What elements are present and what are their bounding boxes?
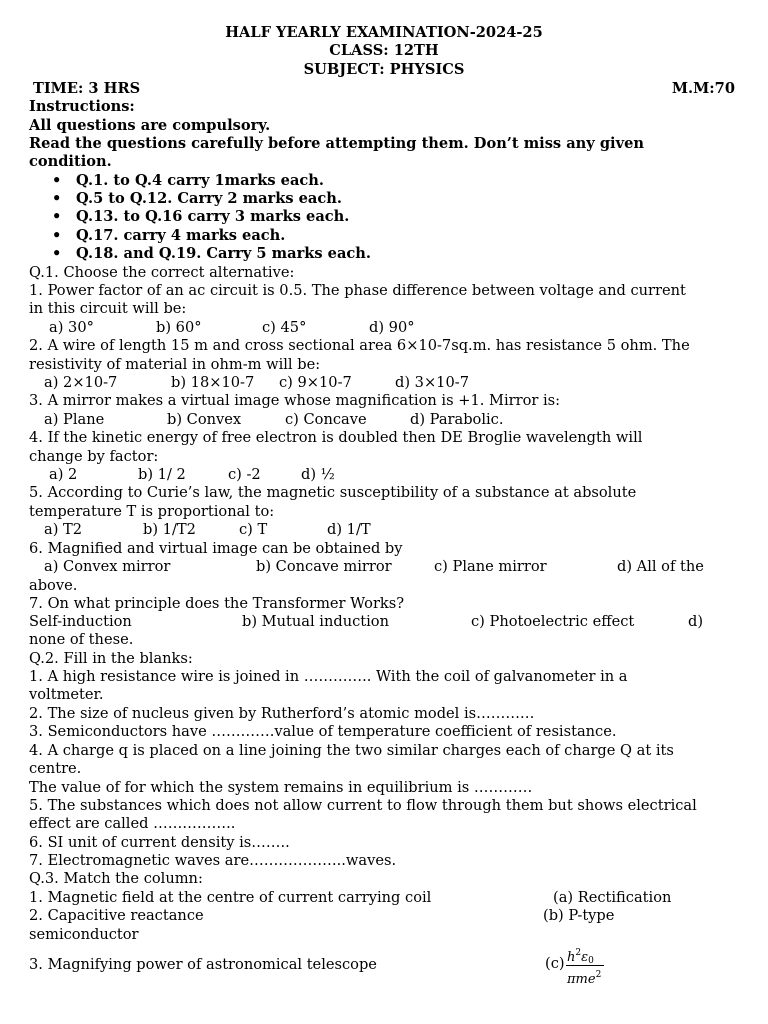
exam-time: TIME: 3 HRS: [33, 80, 141, 97]
option: d) 3×10-7: [395, 374, 469, 391]
question-text: temperature T is proportional to:: [29, 503, 275, 520]
question-text: in this circuit will be:: [29, 300, 187, 317]
instruction-bullet: Q.18. and Q.19. Carry 5 marks each.: [76, 245, 371, 262]
option: b) Concave mirror: [256, 558, 392, 575]
question-text: effect are called ……………..: [29, 815, 236, 832]
match-right-item: (b) P-type: [543, 907, 615, 924]
question-text: 4. If the kinetic energy of free electron is doubled then DE Broglie wavelength will: [29, 429, 643, 446]
option: d) 90°: [369, 319, 415, 336]
match-right-label: (c): [545, 955, 565, 972]
question-text: voltmeter.: [29, 686, 104, 703]
instructions-heading: Instructions:: [29, 98, 135, 115]
option: a) 2×10-7: [44, 374, 118, 391]
question-text: 7. Electromagnetic waves are………………..waves.: [29, 852, 397, 869]
option: c) T: [239, 521, 268, 538]
q1-heading: Q.1. Choose the correct alternative:: [29, 264, 295, 281]
option: b) 60°: [156, 319, 202, 336]
question-text: 4. A charge q is placed on a line joining the two similar charges each of charge Q at its: [29, 742, 674, 759]
option: c) 45°: [262, 319, 307, 336]
bullet-dot: •: [52, 227, 62, 244]
question-text: 3. Semiconductors have ………….value of temperature coefficient of resistance.: [29, 723, 617, 740]
option: c) -2: [228, 466, 261, 483]
q2-heading: Q.2. Fill in the blanks:: [29, 650, 193, 667]
question-text: 5. According to Curie’s law, the magnetic susceptibility of a substance at absolute: [29, 484, 637, 501]
instruction-bullet: Q.5 to Q.12. Carry 2 marks each.: [76, 190, 342, 207]
match-continuation: semiconductor: [29, 926, 139, 943]
bullet-dot: •: [52, 172, 62, 189]
question-text: 6. Magnified and virtual image can be obtained by: [29, 540, 403, 557]
question-text: The value of for which the system remains in equilibrium is …………: [29, 779, 533, 796]
instruction-line: All questions are compulsory.: [29, 117, 271, 134]
question-text: 3. A mirror makes a virtual image whose magnification is +1. Mirror is:: [29, 392, 561, 409]
question-text: 5. The substances which does not allow current to flow through them but shows electrical: [29, 797, 697, 814]
option: c) Photoelectric effect: [471, 613, 635, 630]
instruction-line: Read the questions carefully before attempting them. Don’t miss any given: [29, 135, 644, 152]
option: a) 30°: [49, 319, 94, 336]
exam-subject: SUBJECT: PHYSICS: [303, 61, 465, 78]
option: a) T2: [44, 521, 83, 538]
bullet-dot: •: [52, 190, 62, 207]
instruction-bullet: Q.1. to Q.4 carry 1marks each.: [76, 172, 324, 189]
option: c) Plane mirror: [434, 558, 547, 575]
question-text: 7. On what principle does the Transformer Works?: [29, 595, 405, 612]
instruction-bullet: Q.13. to Q.16 carry 3 marks each.: [76, 208, 350, 225]
fraction-numerator: $h^2\varepsilon_0$: [567, 948, 594, 966]
question-text: 2. A wire of length 15 m and cross sectional area 6×10-7sq.m. has resistance 5 ohm. The: [29, 337, 690, 354]
q3-heading: Q.3. Match the column:: [29, 870, 203, 887]
option: d) All of the: [617, 558, 704, 575]
question-text: centre.: [29, 760, 82, 777]
match-left-item: 1. Magnetic field at the centre of current carrying coil: [29, 889, 432, 906]
bullet-dot: •: [52, 208, 62, 225]
bullet-dot: •: [52, 245, 62, 262]
option: b) 1/ 2: [138, 466, 186, 483]
option-continuation: above.: [29, 577, 78, 594]
option: b) Convex: [167, 411, 242, 428]
option: c) Concave: [285, 411, 367, 428]
exam-title: HALF YEARLY EXAMINATION-2024-25: [225, 24, 543, 41]
instruction-line: condition.: [29, 153, 112, 170]
question-text: 1. Power factor of an ac circuit is 0.5. The phase difference between voltage and current: [29, 282, 686, 299]
match-right-item: (a) Rectification: [553, 889, 672, 906]
question-text: resistivity of material in ohm-m will be:: [29, 356, 321, 373]
max-marks: M.M:70: [671, 80, 735, 97]
question-text: change by factor:: [29, 448, 159, 465]
option: c) 9×10-7: [279, 374, 352, 391]
match-left-item: 2. Capacitive reactance: [29, 907, 204, 924]
option: b) 18×10-7: [171, 374, 255, 391]
option-continuation: none of these.: [29, 631, 134, 648]
exam-class: CLASS: 12TH: [329, 42, 439, 59]
question-text: 2. The size of nucleus given by Rutherford’s atomic model is…………: [29, 705, 535, 722]
option: Self-induction: [29, 613, 132, 630]
option: d) Parabolic.: [410, 411, 504, 428]
question-text: 1. A high resistance wire is joined in ………….. With the coil of galvanometer in a: [29, 668, 628, 685]
option: b) Mutual induction: [242, 613, 389, 630]
option: d): [688, 613, 704, 630]
option: a) Convex mirror: [44, 558, 171, 575]
match-left-item: 3. Magnifying power of astronomical telescope: [29, 956, 377, 973]
option: d) ½: [301, 466, 335, 483]
option: b) 1/T2: [143, 521, 196, 538]
option: a) 2: [49, 466, 78, 483]
option: a) Plane: [44, 411, 105, 428]
instruction-bullet: Q.17. carry 4 marks each.: [76, 227, 286, 244]
option: d) 1/T: [327, 521, 371, 538]
question-text: 6. SI unit of current density is……..: [29, 834, 290, 851]
fraction-denominator: πme$^2$: [567, 970, 602, 987]
